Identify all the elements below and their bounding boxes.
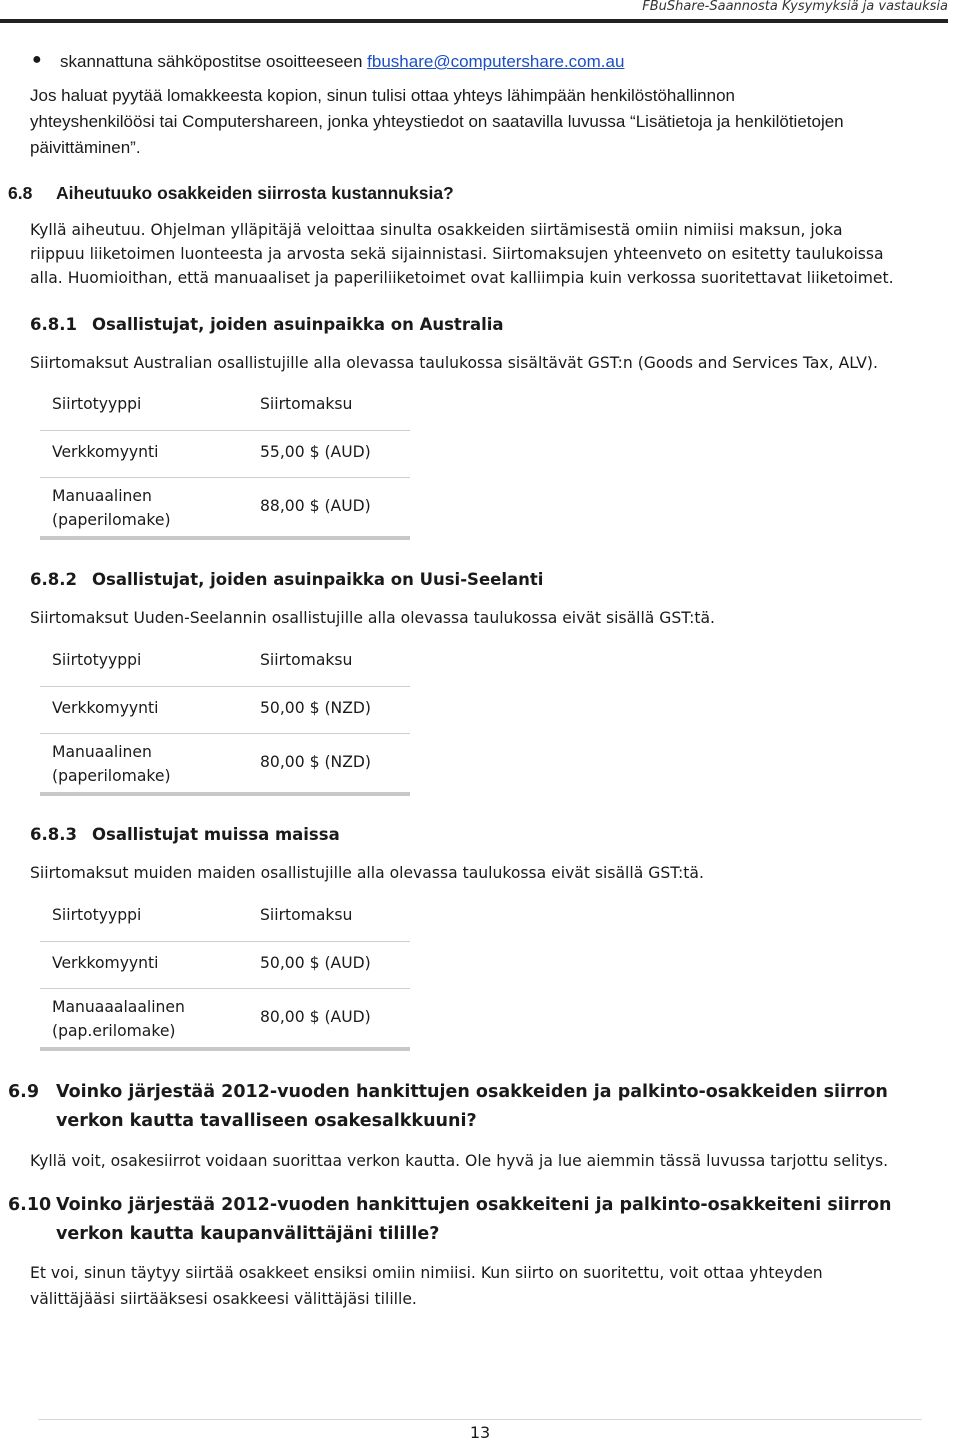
body-line: välittäjääsi siirtääksesi osakkeesi välittäjäsi tilille. [30, 1290, 417, 1308]
subsection-description: Siirtomaksut Uuden-Seelannin osallistujille alla olevassa taulukossa eivät sisällä GST:tä. [30, 609, 715, 627]
section-title: Voinko järjestää 2012-vuoden hankittujen osakkeiteni ja palkinto-osakkeiteni siirron [56, 1195, 892, 1215]
section-title: Voinko järjestää 2012-vuoden hankittujen osakkeiden ja palkinto-osakkeiden siirron [56, 1082, 888, 1102]
header-divider [0, 19, 948, 23]
copy-paragraph-line: päivittäminen”. [30, 138, 141, 157]
copy-paragraph-line: yhteyshenkilöösi tai Computershareen, jonka yhteystiedot on saatavilla luvussa “Lisätietoja ja henkilötietojen [30, 112, 844, 131]
section-heading-6-9 [8, 1079, 948, 1131]
column-header: Siirtomaksu [260, 395, 353, 413]
table-row [40, 478, 410, 540]
body-line: Et voi, sinun täytyy siirtää osakkeet ensiksi omiin nimiisi. Kun siirto on suoritettu, voit ottaa yhteyden [30, 1264, 823, 1282]
table-row [40, 734, 410, 796]
body-line: Kyllä aiheutuu. Ohjelman ylläpitäjä veloittaa sinulta osakkeiden siirtämisestä omiin nimiisi maksun, joka [30, 221, 843, 239]
transfer-fee-cell: 80,00 $ (NZD) [260, 753, 371, 771]
transfer-type-line: (pap.erilomake) [52, 1022, 176, 1040]
footer-divider [38, 1419, 922, 1420]
transfer-fee-cell: 80,00 $ (AUD) [260, 1008, 371, 1026]
transfer-fee-cell: 55,00 $ (AUD) [260, 443, 371, 461]
transfer-type-cell: Verkkomyynti [52, 699, 159, 717]
page-number: 13 [469, 1423, 491, 1442]
transfer-type-cell: Verkkomyynti [52, 443, 159, 461]
fee-table [40, 640, 410, 796]
copy-paragraph [30, 83, 844, 161]
subsection-description: Siirtomaksut muiden maiden osallistujille alla olevassa taulukossa eivät sisällä GST:tä. [30, 864, 704, 882]
table-header-row [40, 384, 410, 431]
column-header: Siirtotyyppi [52, 651, 142, 669]
column-header: Siirtotyyppi [52, 395, 142, 413]
section-number: 6.10 [8, 1195, 52, 1215]
subsection-description: Siirtomaksut Australian osallistujille alla olevassa taulukossa sisältävät GST:n (Goods and Services Tax, ALV). [30, 354, 878, 372]
transfer-fee-cell: 88,00 $ (AUD) [260, 497, 371, 515]
copy-paragraph-line: Jos haluat pyytää lomakkeesta kopion, sinun tulisi ottaa yhteys lähimpään henkilöstöhallinnon [30, 86, 735, 105]
table-header-row [40, 640, 410, 687]
transfer-type-line: Manuaaalaalinen [52, 998, 185, 1016]
transfer-type-cell [52, 740, 171, 788]
transfer-type-cell [52, 484, 171, 532]
subsection-heading [30, 313, 504, 337]
bullet-icon: ● [32, 51, 42, 68]
section-title: Aiheutuuko osakkeiden siirrosta kustannuksia? [56, 183, 454, 203]
transfer-type-cell: Verkkomyynti [52, 954, 159, 972]
body-line: alla. Huomioithan, että manuaaliset ja paperiliiketoimet ovat kalliimpia kuin verkossa suoritettavat liiketoimet. [30, 269, 894, 287]
fee-table [40, 384, 410, 540]
email-link[interactable]: fbushare@computershare.com.au [367, 52, 625, 71]
transfer-type-line: Manuaalinen [52, 743, 152, 761]
subsection-title: Osallistujat, joiden asuinpaikka on Australia [92, 315, 504, 334]
document-header-title: FBuShare-Saannosta Kysymyksiä ja vastauksia [642, 0, 948, 14]
fee-table [40, 895, 410, 1051]
section-number: 6.8 [8, 183, 33, 203]
column-header: Siirtomaksu [260, 906, 353, 924]
section-6-10-body [30, 1260, 823, 1312]
column-header: Siirtotyyppi [52, 906, 142, 924]
column-header: Siirtomaksu [260, 651, 353, 669]
table-row [40, 989, 410, 1051]
section-number: 6.9 [8, 1082, 40, 1102]
body-line: riippuu liiketoimen luonteesta ja arvosta sekä sijainnistasi. Siirtomaksujen yhteenveto on esitetty taulukoissa [30, 245, 884, 263]
table-row [40, 687, 410, 734]
transfer-type-line: (paperilomake) [52, 767, 171, 785]
subsection-title: Osallistujat, joiden asuinpaikka on Uusi-Seelanti [92, 570, 544, 589]
transfer-fee-cell: 50,00 $ (NZD) [260, 699, 371, 717]
subsection-title: Osallistujat muissa maissa [92, 825, 340, 844]
subsection-heading [30, 568, 543, 592]
transfer-type-line: (paperilomake) [52, 511, 171, 529]
subsection-number: 6.8.3 [30, 825, 77, 844]
table-row [40, 942, 410, 989]
subsection-number: 6.8.1 [30, 315, 77, 334]
transfer-type-line: Manuaalinen [52, 487, 152, 505]
section-title: verkon kautta tavalliseen osakesalkkuuni? [56, 1111, 477, 1131]
section-title: verkon kautta kaupanvälittäjäni tilille? [56, 1224, 440, 1244]
section-6-9-body: Kyllä voit, osakesiirrot voidaan suorittaa verkon kautta. Ole hyvä ja lue aiemmin tässä luvussa tarjottu selitys. [30, 1152, 889, 1170]
transfer-type-cell [52, 995, 185, 1043]
section-heading-6-10 [8, 1192, 948, 1244]
table-header-row [40, 895, 410, 942]
bullet-text: skannattuna sähköpostitse osoitteeseen [60, 52, 368, 71]
table-row [40, 431, 410, 478]
subsection-number: 6.8.2 [30, 570, 77, 589]
subsection-heading [30, 823, 340, 847]
section-heading-6-8 [8, 180, 454, 206]
bullet-item [60, 49, 624, 75]
transfer-fee-cell: 50,00 $ (AUD) [260, 954, 371, 972]
section-6-8-body [30, 218, 894, 290]
